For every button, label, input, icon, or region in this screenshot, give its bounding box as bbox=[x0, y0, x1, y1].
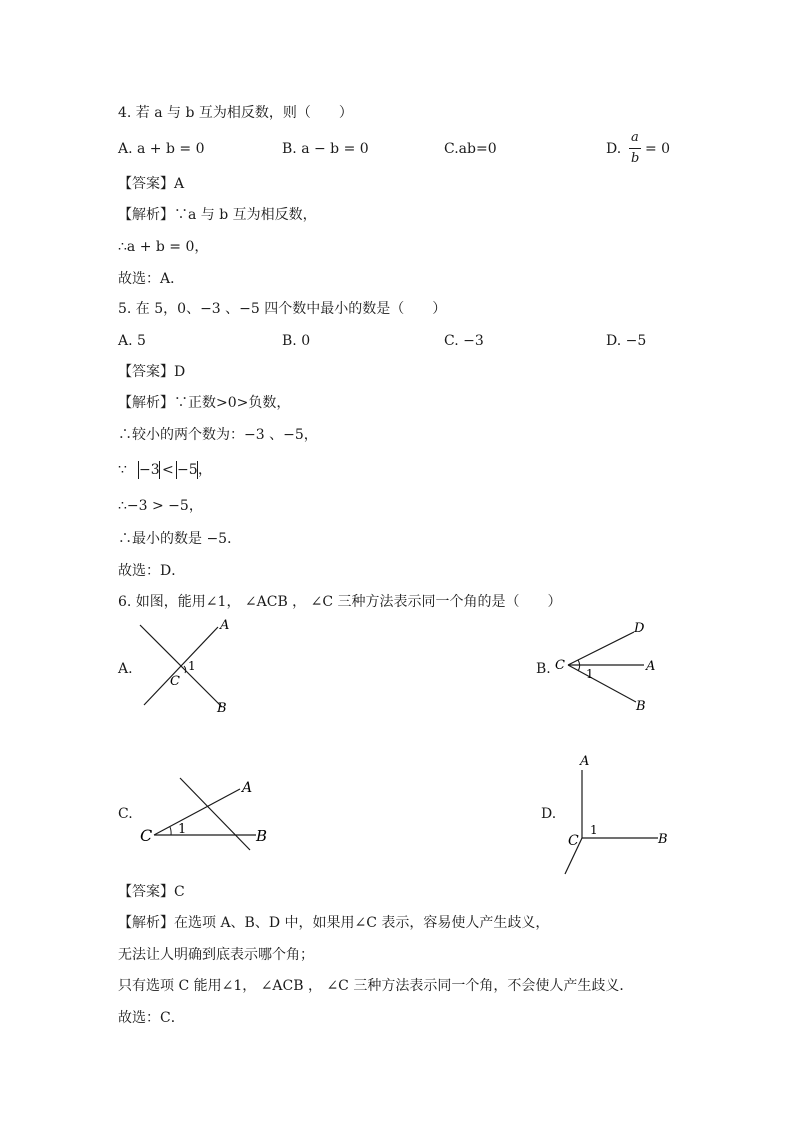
q4-option-d-numerator: a bbox=[631, 130, 639, 145]
q5-answer: 【答案】D bbox=[118, 364, 186, 380]
q6-analysis-line3: 只有选项 C 能用∠1， ∠ACB ， ∠C 三种方法表示同一个角，不会使人产生歧义． bbox=[118, 978, 634, 994]
label-c: C bbox=[140, 826, 153, 845]
q4-option-c: C.ab=0 bbox=[444, 141, 497, 157]
q6-analysis-line2: 无法让人明确到底表示哪个角； bbox=[118, 947, 314, 963]
abs-neg3: −3 bbox=[139, 462, 160, 478]
q5-step2 bbox=[118, 461, 212, 479]
q4-option-d-rest: = 0 bbox=[645, 141, 671, 157]
q4-option-d-denominator: b bbox=[631, 151, 640, 166]
q5-step4: ∴最小的数是 −5． bbox=[118, 531, 242, 547]
q5-stem: 5. 在 5，0、−3 、−5 四个数中最小的数是（ ） bbox=[118, 301, 447, 317]
q4-option-b: B. a − b = 0 bbox=[282, 141, 369, 157]
label-1: 1 bbox=[590, 823, 598, 837]
q5-analysis: 【解析】∵正数>0>负数， bbox=[118, 395, 291, 411]
q4-option-d-label: D. bbox=[606, 141, 622, 157]
label-a: A bbox=[220, 618, 230, 633]
q5-option-d: D. −5 bbox=[606, 333, 647, 349]
label-1: 1 bbox=[188, 659, 196, 673]
q5-step3: ∴−3 > −5， bbox=[118, 498, 203, 514]
figure-b bbox=[552, 618, 662, 713]
q4-step1: ∴a + b = 0， bbox=[118, 239, 209, 255]
q6-option-c-label: C. bbox=[118, 806, 133, 822]
label-a: A bbox=[580, 754, 590, 769]
label-c: C bbox=[555, 658, 565, 673]
q5-option-c: C. −3 bbox=[444, 333, 484, 349]
fraction-bar bbox=[629, 148, 641, 149]
figure-d bbox=[560, 750, 680, 880]
label-b: B bbox=[658, 832, 668, 847]
q4-option-a: A. a + b = 0 bbox=[118, 141, 205, 157]
label-b: B bbox=[636, 699, 646, 713]
q4-analysis: 【解析】∵a 与 b 互为相反数， bbox=[118, 207, 317, 223]
figure-c bbox=[138, 772, 278, 852]
label-b: B bbox=[217, 701, 227, 715]
q5-step1: ∴较小的两个数为：−3 、−5， bbox=[118, 427, 318, 443]
comma: ， bbox=[198, 462, 212, 478]
label-a: A bbox=[242, 780, 253, 796]
q6-option-d-label: D. bbox=[541, 806, 557, 822]
q6-stem: 6. 如图，能用∠1， ∠ACB ， ∠C 三种方法表示同一个角的是（ ） bbox=[118, 594, 562, 610]
label-a: A bbox=[646, 659, 656, 674]
q6-answer: 【答案】C bbox=[118, 884, 185, 900]
because-symbol: ∵ bbox=[118, 462, 127, 478]
q6-conclusion: 故选：C． bbox=[118, 1010, 185, 1026]
label-d: D bbox=[634, 621, 645, 636]
less-than: < bbox=[162, 462, 174, 478]
q4-conclusion: 故选：A． bbox=[118, 271, 185, 287]
label-1: 1 bbox=[586, 667, 594, 681]
q6-analysis: 【解析】在选项 A、B、D 中，如果用∠C 表示，容易使人产生歧义， bbox=[118, 915, 550, 931]
label-1: 1 bbox=[178, 822, 187, 837]
q6-option-a-label: A. bbox=[118, 661, 133, 677]
q4-answer: 【答案】A bbox=[118, 176, 185, 192]
q6-option-b-label: B. bbox=[536, 661, 551, 677]
label-c: C bbox=[170, 674, 180, 689]
label-c: C bbox=[568, 833, 579, 849]
q5-conclusion: 故选：D． bbox=[118, 563, 186, 579]
q4-stem: 4. 若 a 与 b 互为相反数，则（ ） bbox=[118, 105, 353, 121]
q5-option-b: B. 0 bbox=[282, 333, 311, 349]
q5-option-a: A. 5 bbox=[118, 333, 146, 349]
abs-neg5: −5 bbox=[177, 462, 198, 478]
label-b: B bbox=[256, 827, 268, 845]
figure-a bbox=[130, 615, 240, 715]
